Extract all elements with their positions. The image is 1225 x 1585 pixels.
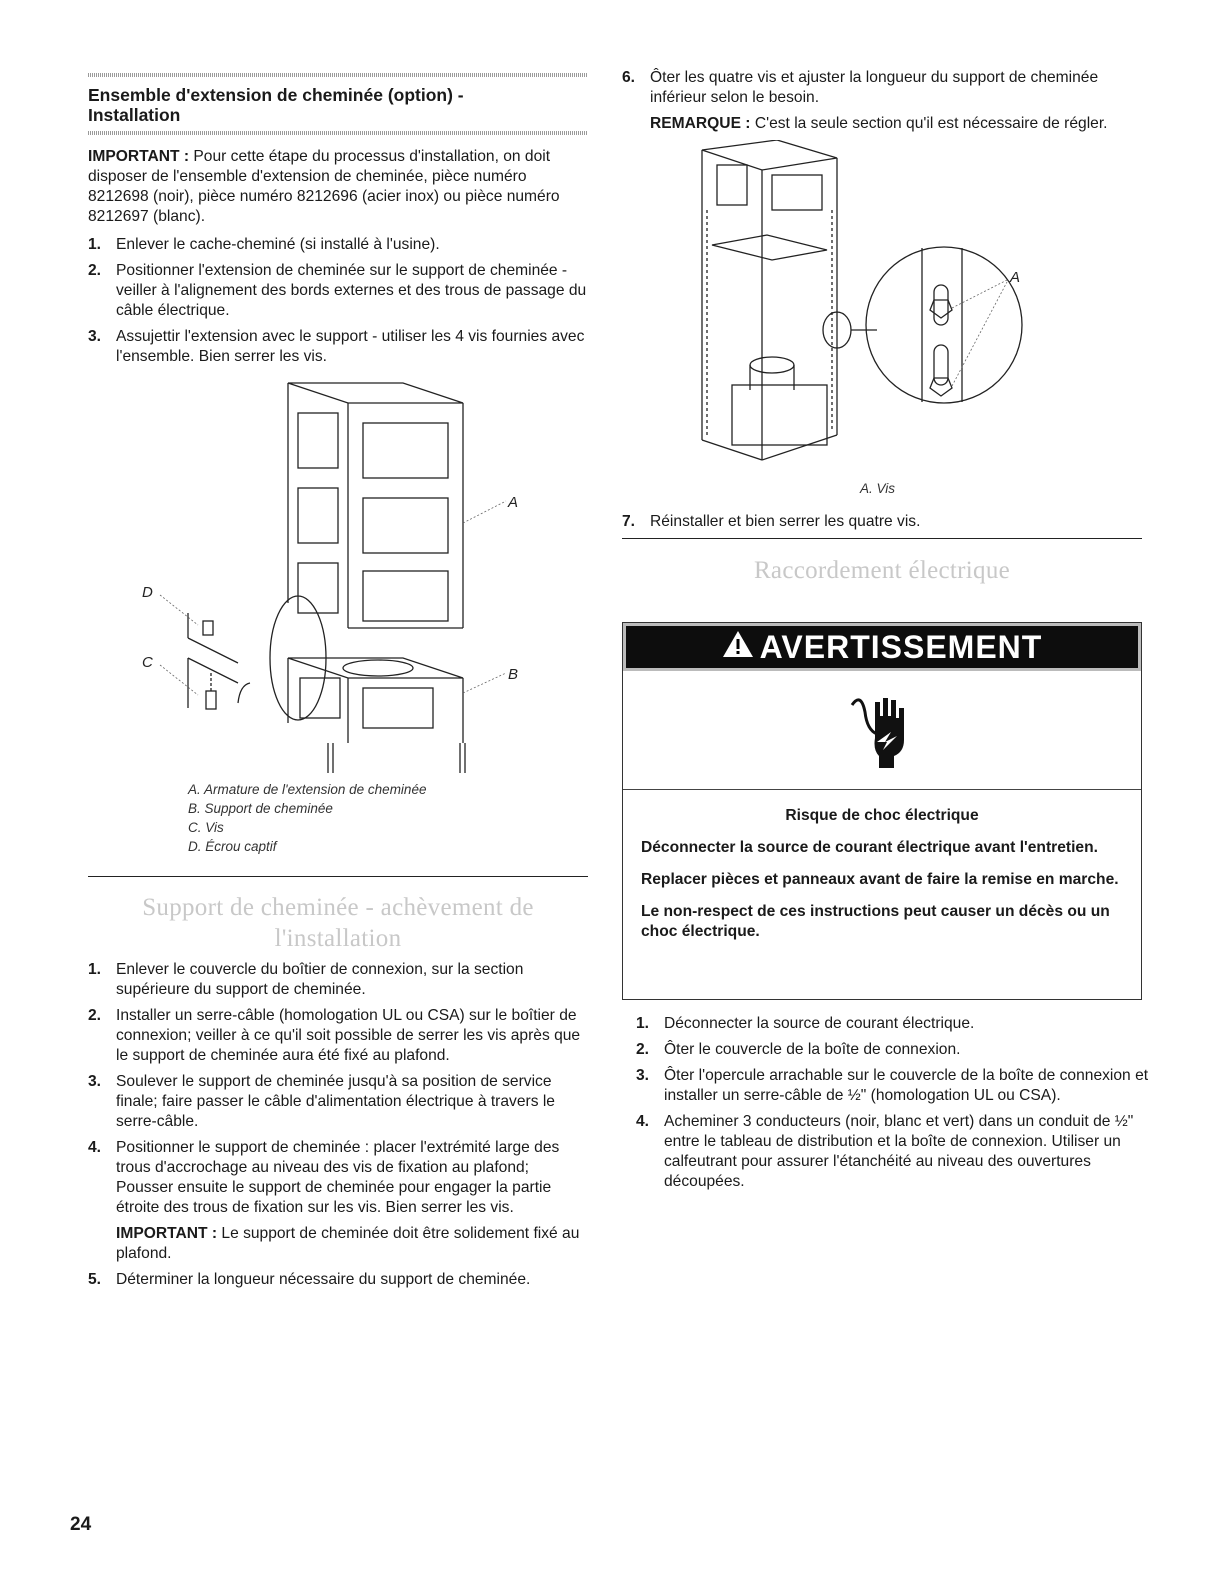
list-item [88, 1072, 588, 1132]
section-title: Support de cheminée - achèvement de l'installation [142, 894, 534, 952]
list-item [636, 1112, 1156, 1192]
warning-icon-area [623, 671, 1141, 790]
figure-captions [188, 780, 588, 856]
step-text: Ôter le couvercle de la boîte de connexion. [664, 1041, 961, 1058]
section-title: Raccordement électrique [753, 557, 1011, 584]
remarque-note [650, 114, 1142, 134]
chimney-support-illustration [622, 140, 1122, 475]
steps-list [88, 235, 588, 367]
list-item [88, 327, 588, 367]
warning-line-2: Replacer pièces et panneaux avant de faire la remise en marche. [641, 871, 1119, 888]
step-number: 2. [88, 262, 102, 279]
electric-shock-hand-icon [847, 690, 917, 770]
step-text: Ôter les quatre vis et ajuster la longueur du support de cheminée inférieur selon le besoin. [650, 69, 1099, 106]
step-number: 1. [88, 961, 102, 978]
step-number: 2. [88, 1007, 102, 1024]
figure-label-d: D [142, 584, 153, 601]
steps-list [636, 1014, 1156, 1198]
page-number: 24 [70, 1514, 92, 1535]
step-number: 2. [636, 1041, 650, 1058]
steps-list [622, 512, 1142, 532]
remarque-label: REMARQUE : [650, 115, 751, 132]
warning-line-1: Déconnecter la source de courant électrique avant l'entretien. [641, 839, 1098, 856]
step-text: Ôter l'opercule arrachable sur le couvercle de la boîte de connexion et installer un serre-câble de ½" (homologation UL ou CSA). [664, 1067, 1149, 1104]
step-number: 3. [88, 1073, 102, 1090]
list-item [636, 1040, 1156, 1060]
list-item [636, 1014, 1156, 1034]
list-item [88, 235, 588, 255]
list-item [88, 1270, 588, 1290]
section-title: Ensemble d'extension de cheminée (option) - Installation [88, 85, 464, 125]
step-number: 1. [636, 1015, 650, 1032]
right-column [622, 0, 1142, 586]
step-text: Enlever le couvercle du boîtier de connexion, sur la section supérieure du support de cheminée. [116, 961, 524, 998]
step-text: Soulever le support de cheminée jusqu'à sa position de service finale; faire passer le câble d'alimentation électrique à travers le serre-câble. [116, 1073, 555, 1130]
caption-a: A. Vis [860, 481, 896, 496]
step-text: Installer un serre-câble (homologation UL ou CSA) sur le boîtier de connexion; veiller à ce qu'il soit possible de serrer les vis après que le support de cheminée aura été fixé au plafond. [116, 1007, 581, 1064]
step-text: Réinstaller et bien serrer les quatre vis. [650, 513, 921, 530]
step-text: Acheminer 3 conducteurs (noir, blanc et vert) dans un conduit de ½" entre le tableau de distribution et la boîte de connexion. Utiliser un calfeutrant pour assurer l'étanchéité au niveau des ouvertures découpées. [664, 1113, 1134, 1190]
list-item [88, 1138, 588, 1218]
step-number: 1. [88, 236, 102, 253]
steps-list [622, 68, 1142, 134]
caption-b: B. Support de cheminée [188, 801, 333, 816]
list-item [636, 1066, 1156, 1106]
step-number: 4. [636, 1113, 650, 1130]
warning-body [623, 806, 1141, 942]
warning-box [622, 622, 1142, 1000]
step-text: Positionner le support de cheminée : placer l'extrémité large des trous d'accrochage au niveau des vis de fixation au plafond; Pousser ensuite le support de cheminée pour engager la partie étroite des trous de fixation sur les vis. Bien serrer les vis. [116, 1139, 560, 1216]
warning-risk: Risque de choc électrique [785, 807, 979, 824]
step-number: 6. [622, 69, 636, 86]
list-item [88, 261, 588, 321]
important-text: Le support de cheminée doit être solidement fixé au plafond. [116, 1225, 580, 1262]
warning-header [623, 623, 1141, 671]
warning-triangle-icon [722, 629, 754, 666]
step-number: 4. [88, 1139, 102, 1156]
step-text: Assujettir l'extension avec le support - utiliser les 4 vis fournies avec l'ensemble. Bien serrer les vis. [116, 328, 585, 365]
important-note [116, 1224, 588, 1264]
step-text: Positionner l'extension de cheminée sur le support de cheminée - veiller à l'alignement des bords externes et des trous de passage du câble électrique. [116, 262, 587, 319]
step-text: Déterminer la longueur nécessaire du support de cheminée. [116, 1271, 531, 1288]
step-number: 3. [88, 328, 102, 345]
figure-label-b: B [508, 666, 519, 683]
caption-a: A. Armature de l'extension de cheminée [188, 782, 427, 797]
list-item [88, 1006, 588, 1066]
divider [88, 876, 588, 877]
list-item [622, 512, 1142, 532]
important-text: Pour cette étape du processus d'installation, on doit disposer de l'ensemble d'extension de cheminée, pièce numéro 8212698 (noir), pièce numéro 8212696 (acier inox) ou pièce numéro 8212697 (blanc). [88, 148, 560, 225]
caption-d: D. Écrou captif [188, 839, 277, 854]
important-note [88, 147, 588, 227]
divider [88, 131, 588, 135]
chimney-extension-illustration [88, 373, 588, 778]
figure-label-a: A [1010, 269, 1021, 286]
step-text: Déconnecter la source de courant électrique. [664, 1015, 975, 1032]
divider [88, 73, 588, 77]
caption-c: C. Vis [188, 820, 224, 835]
important-label: IMPORTANT : [88, 148, 190, 165]
step-number: 3. [636, 1067, 650, 1084]
warning-title: AVERTISSEMENT [759, 628, 1043, 665]
left-column [88, 0, 588, 1296]
list-item [88, 960, 588, 1000]
steps-list [88, 960, 588, 1290]
important-label: IMPORTANT : [116, 1225, 218, 1242]
step-number: 7. [622, 513, 636, 530]
step-number: 5. [88, 1271, 102, 1288]
figure-label-a: A [508, 494, 519, 511]
step-text: Enlever le cache-cheminé (si installé à l'usine). [116, 236, 440, 253]
divider [622, 538, 1142, 539]
remarque-text: C'est la seule section qu'il est nécessaire de régler. [750, 115, 1108, 132]
list-item [622, 68, 1142, 108]
figure-label-c: C [142, 654, 153, 671]
warning-line-3: Le non-respect de ces instructions peut causer un décès ou un choc électrique. [641, 903, 1110, 940]
